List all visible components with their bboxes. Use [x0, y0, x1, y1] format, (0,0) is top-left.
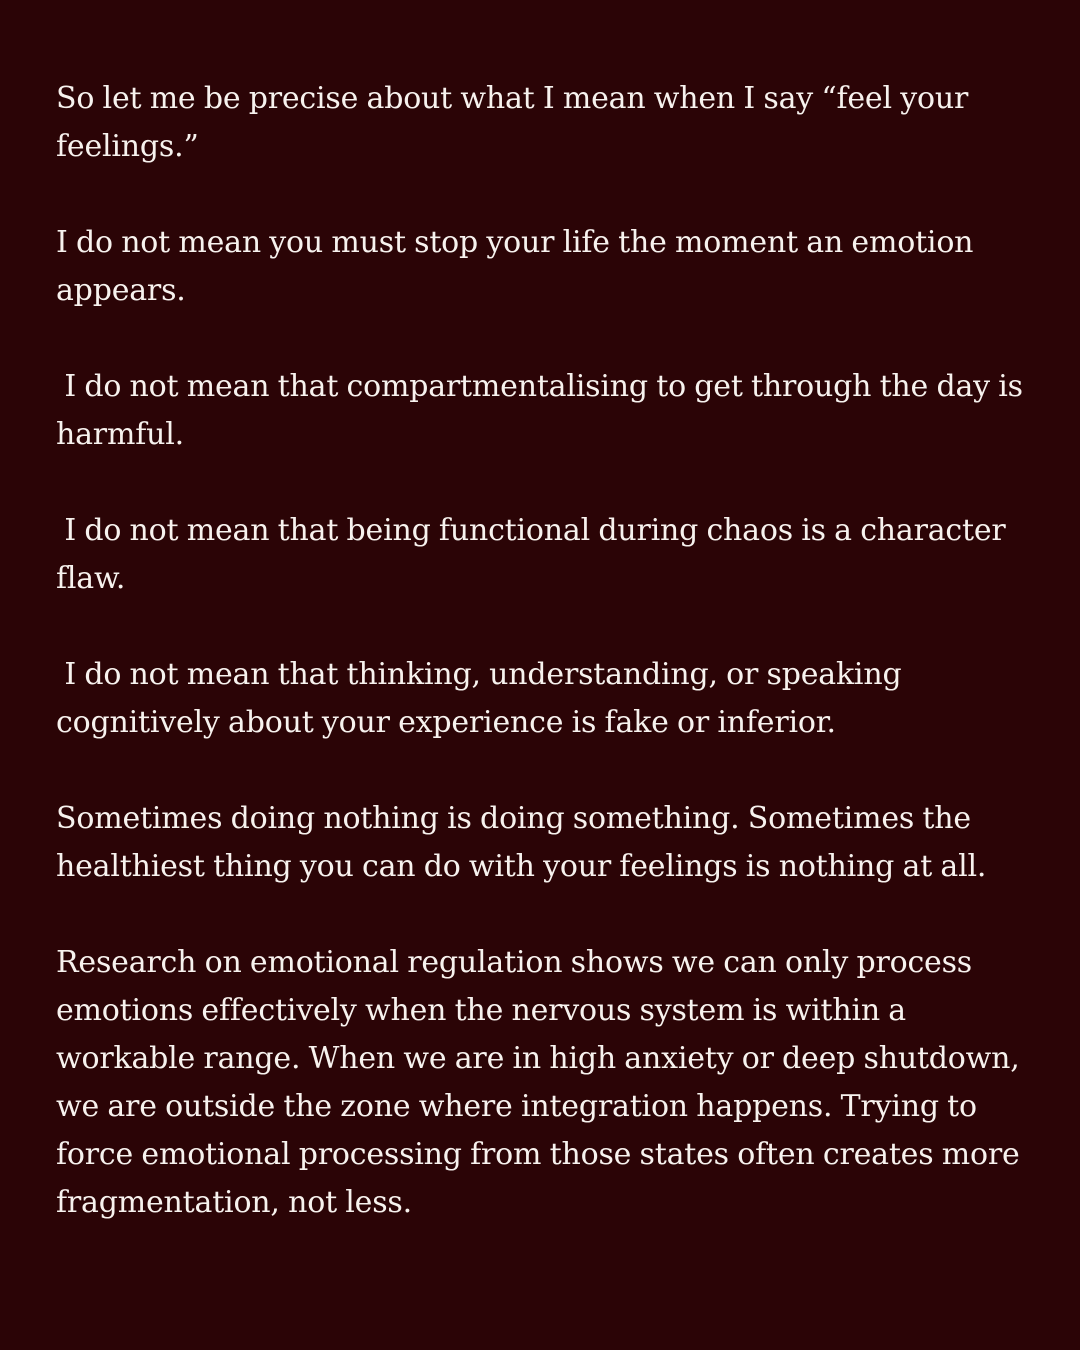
paragraph-research: Research on emotional regulation shows we can only process emotions effectively when the nervous system is within a workable range. When we are in high anxiety or deep shutdown, we are outside the zone where integration happens. Trying to force emotional processing from those states often creates more fragmentation, not less. [56, 945, 1028, 1220]
paragraph-stop-life: I do not mean you must stop your life the moment an emotion appears. [56, 225, 982, 308]
paragraph-functional: I do not mean that being functional during chaos is a character flaw. [56, 513, 1014, 596]
paragraph-intro: So let me be precise about what I mean when I say “feel your feelings.” [56, 81, 977, 164]
paragraph-compartmentalising: I do not mean that compartmentalising to get through the day is harmful. [56, 369, 1032, 452]
paragraph-cognitive: I do not mean that thinking, understanding, or speaking cognitively about your experience is fake or inferior. [56, 657, 910, 740]
paragraph-doing-nothing: Sometimes doing nothing is doing something. Sometimes the healthiest thing you can do with your feelings is nothing at all. [56, 801, 987, 884]
